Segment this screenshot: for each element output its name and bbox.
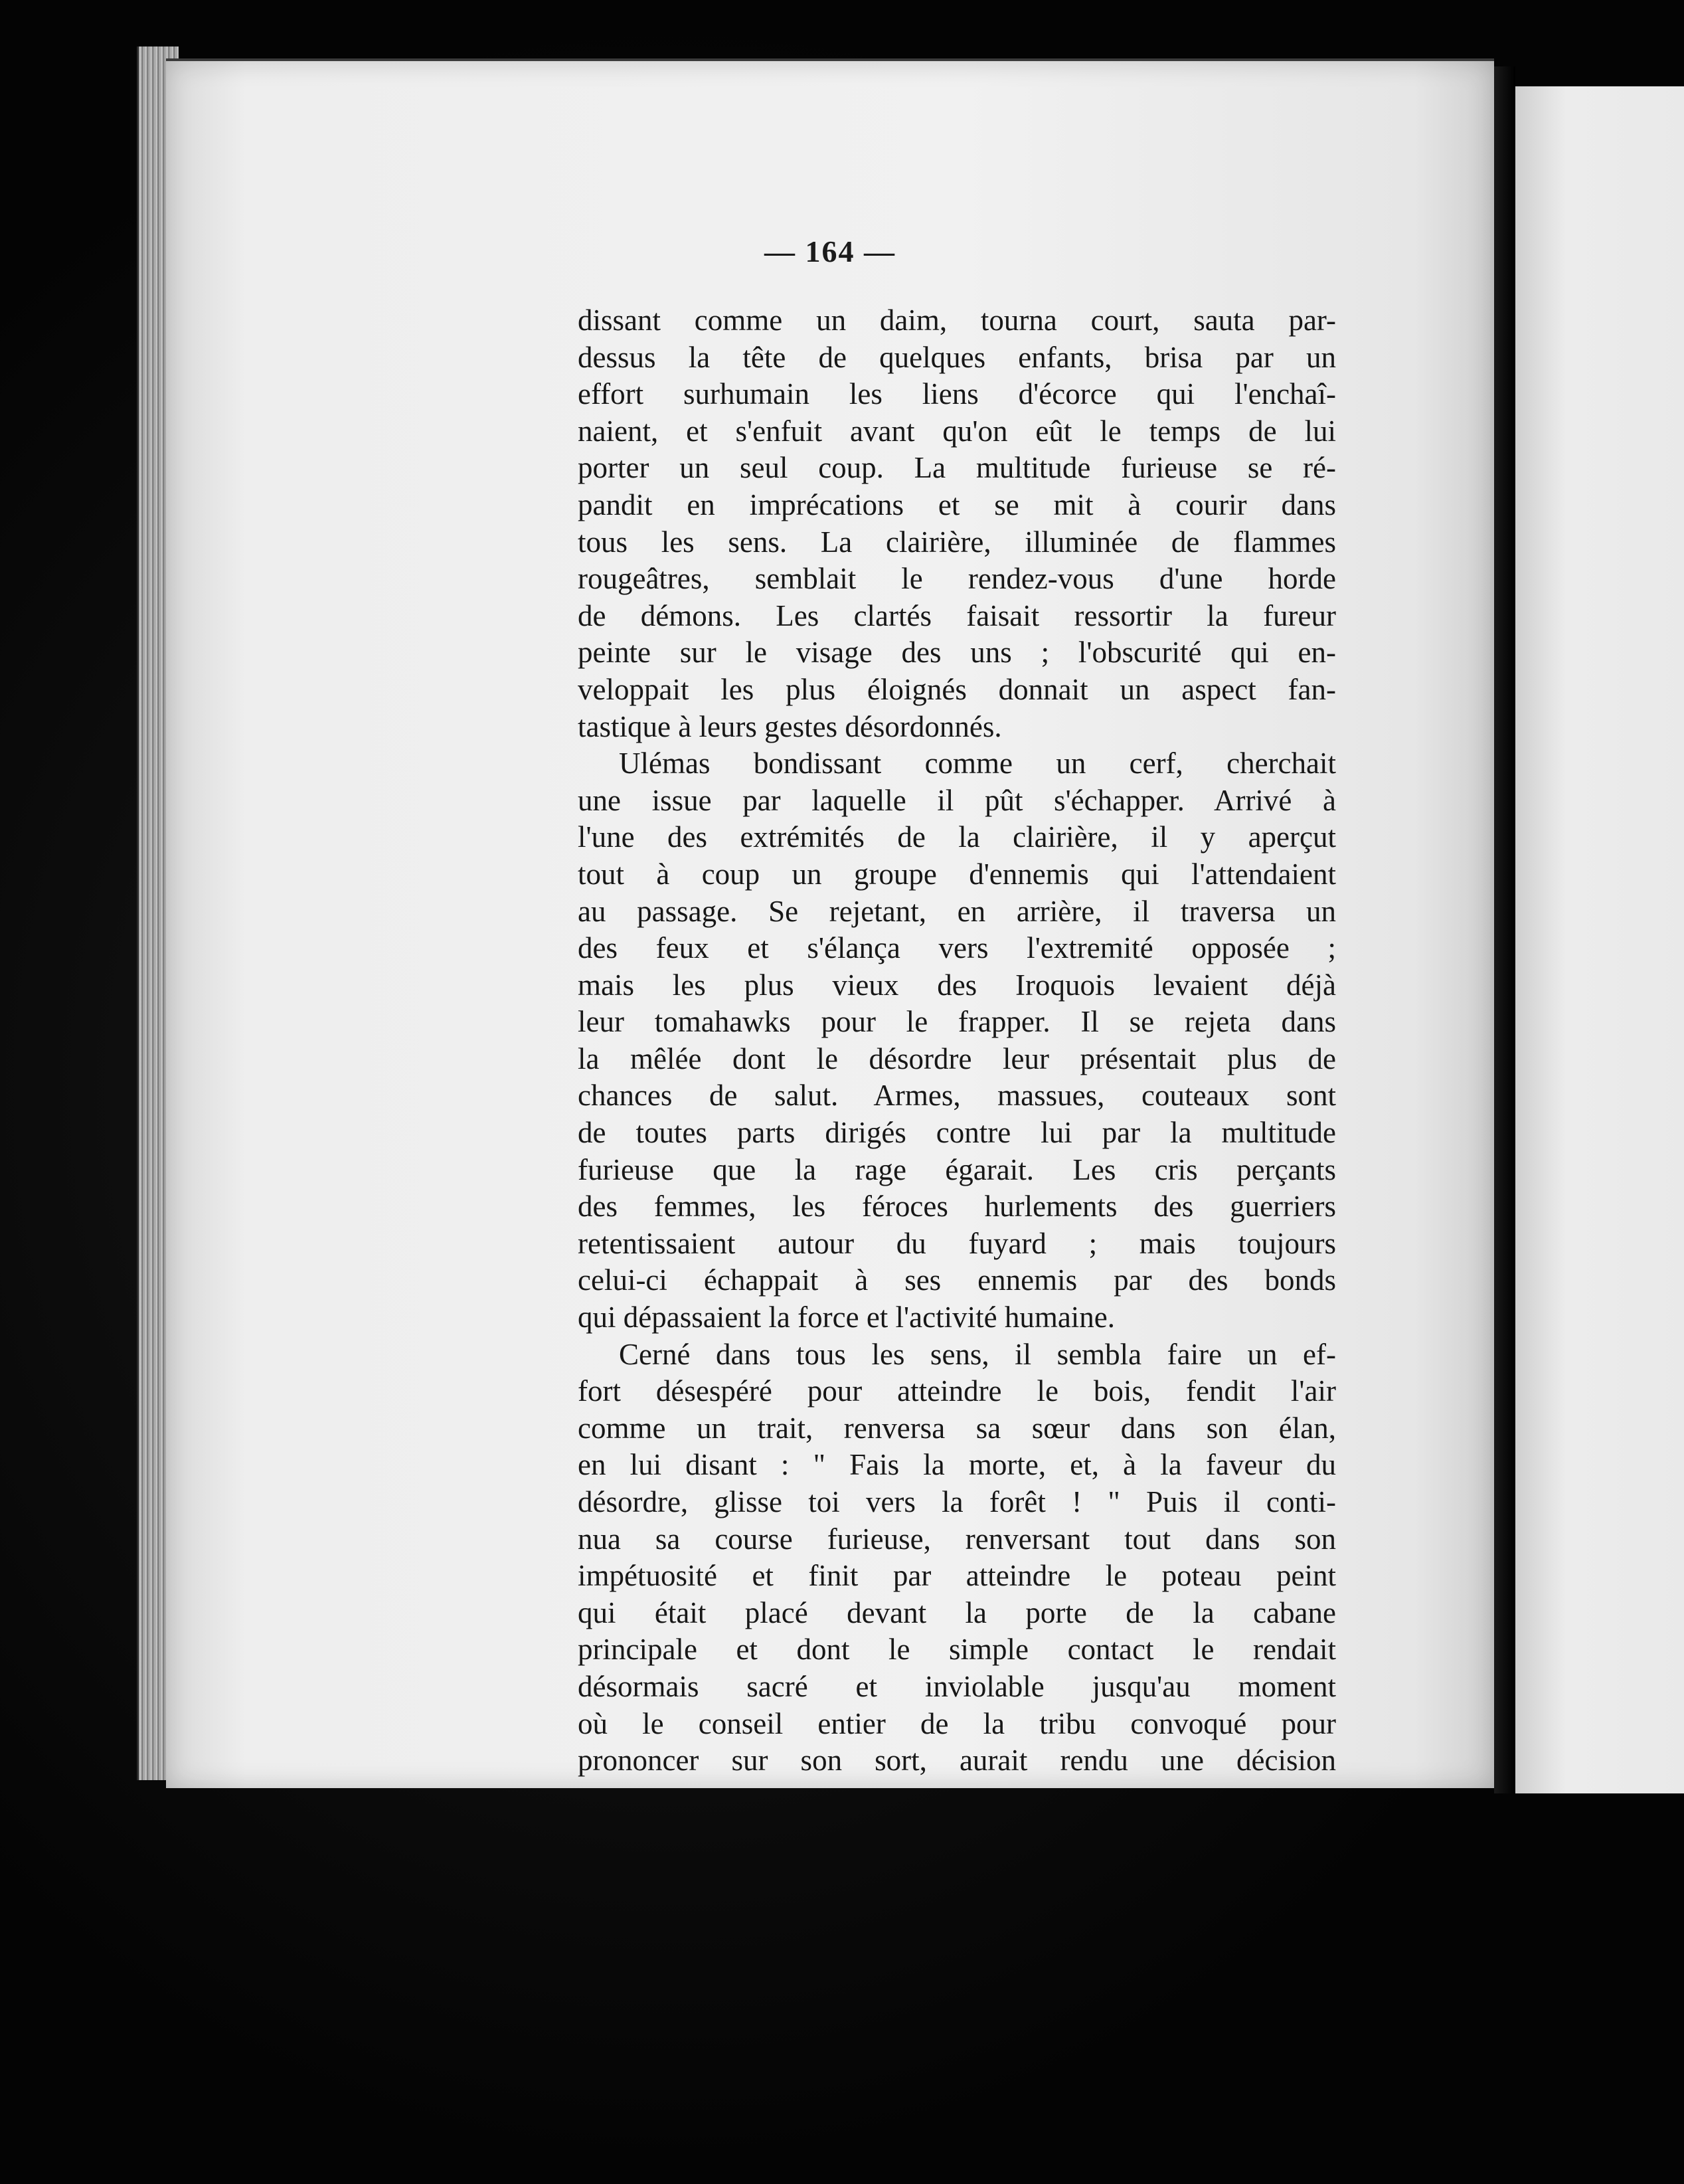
- text-line: tous les sens. La clairière, illuminée de flammes: [578, 525, 1336, 559]
- text-line: porter un seul coup. La multitude furieuse se ré-: [578, 451, 1336, 485]
- text-line: dissant comme un daim, tourna court, sauta par-: [578, 304, 1336, 337]
- text-line: tout à coup un groupe d'ennemis qui l'attendaient: [578, 857, 1336, 891]
- text-line: Ulémas bondissant comme un cerf, cherchait: [619, 747, 1336, 780]
- text-line: naient, et s'enfuit avant qu'on eût le temps de lui: [578, 414, 1336, 448]
- text-line: qui dépassaient la force et l'activité humaine.: [578, 1301, 1116, 1334]
- text-line: impétuosité et finit par atteindre le poteau peint: [578, 1559, 1336, 1593]
- text-line: tastique à leurs gestes désordonnés.: [578, 709, 1002, 743]
- paragraph-1: [578, 302, 1336, 745]
- page-number: [166, 234, 1494, 269]
- text-line: en lui disant : " Fais la morte, et, à la faveur du: [578, 1448, 1336, 1482]
- text-line: comme un trait, renversa sa sœur dans son élan,: [578, 1411, 1336, 1445]
- text-line: mais les plus vieux des Iroquois levaient déjà: [578, 968, 1336, 1002]
- text-line: furieuse que la rage égarait. Les cris perçants: [578, 1152, 1336, 1186]
- text-line: au passage. Se rejetant, en arrière, il traversa un: [578, 894, 1336, 928]
- text-line: peinte sur le visage des uns ; l'obscurité qui en-: [578, 636, 1336, 670]
- text-line: des feux et s'élança vers l'extremité opposée ;: [578, 931, 1336, 965]
- text-line: la mêlée dont le désordre leur présentait plus de: [578, 1042, 1336, 1075]
- text-line: veloppait les plus éloignés donnait un aspect fan-: [578, 672, 1336, 706]
- text-line: dessus la tête de quelques enfants, brisa par un: [578, 340, 1336, 374]
- text-line: nua sa course furieuse, renversant tout dans son: [578, 1522, 1336, 1556]
- text-line: qui était placé devant la porte de la cabane: [578, 1595, 1336, 1629]
- paragraph-3: [578, 1336, 1336, 1779]
- text-line: une issue par laquelle il pût s'échapper. Arrivé à: [578, 783, 1336, 817]
- text-line: fort désespéré pour atteindre le bois, fendit l'air: [578, 1374, 1336, 1408]
- text-line: désordre, glisse toi vers la forêt ! " Puis il conti-: [578, 1485, 1336, 1518]
- paragraph-2: [578, 745, 1336, 1336]
- text-line: leur tomahawks pour le frapper. Il se rejeta dans: [578, 1005, 1336, 1039]
- text-line: chances de salut. Armes, massues, couteaux sont: [578, 1079, 1336, 1113]
- text-line: des femmes, les féroces hurlements des guerriers: [578, 1190, 1336, 1224]
- book-gutter: [1494, 66, 1515, 1793]
- text-line: Cerné dans tous les sens, il sembla faire un ef-: [619, 1337, 1336, 1371]
- text-line: rougeâtres, semblait le rendez-vous d'une horde: [578, 562, 1336, 596]
- text-line: de toutes parts dirigés contre lui par la multitude: [578, 1116, 1336, 1150]
- text-line: l'une des extrémités de la clairière, il y aperçut: [578, 820, 1336, 854]
- text-line: effort surhumain les liens d'écorce qui l'enchaî-: [578, 377, 1336, 411]
- text-line: principale et dont le simple contact le rendait: [578, 1633, 1336, 1667]
- text-line: pandit en imprécations et se mit à courir dans: [578, 488, 1336, 521]
- text-line: retentissaient autour du fuyard ; mais toujours: [578, 1226, 1336, 1260]
- text-line: où le conseil entier de la tribu convoqué pour: [578, 1706, 1336, 1740]
- page-number-text: — 164 —: [764, 234, 896, 268]
- text-line: celui-ci échappait à ses ennemis par des bonds: [578, 1263, 1336, 1297]
- text-line: de démons. Les clartés faisait ressortir la fureur: [578, 598, 1336, 632]
- body-text: [578, 302, 1336, 1779]
- text-line: désormais sacré et inviolable jusqu'au moment: [578, 1669, 1336, 1703]
- facing-page: [1515, 86, 1684, 1793]
- text-line: prononcer sur son sort, aurait rendu une décision: [578, 1744, 1336, 1777]
